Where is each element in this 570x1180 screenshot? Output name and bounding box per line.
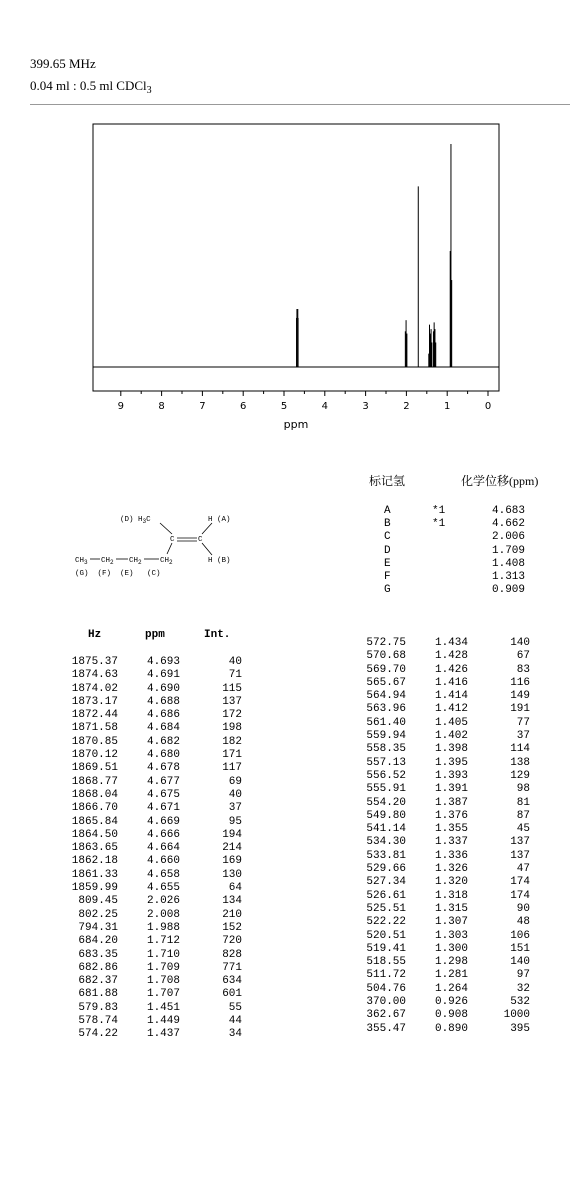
peak-int: 114 bbox=[510, 743, 530, 756]
x-tick-label: 0 bbox=[484, 401, 492, 412]
peak-ppm: 4.690 bbox=[146, 682, 180, 695]
peak-ppm: 4.693 bbox=[146, 656, 180, 668]
peak-row bbox=[70, 776, 242, 789]
peak-hz: 1875.37 bbox=[71, 656, 118, 668]
x-tick-label: 4 bbox=[321, 401, 328, 412]
peak-ppm: 2.008 bbox=[146, 908, 180, 921]
peak-ppm: 4.655 bbox=[146, 882, 180, 895]
peak-row bbox=[70, 736, 242, 749]
peak-int: 115 bbox=[222, 682, 242, 695]
assignment-label: A bbox=[384, 505, 391, 517]
peak-hz: 527.34 bbox=[366, 876, 406, 889]
peak-int: 169 bbox=[222, 855, 242, 868]
peak-hz: 549.80 bbox=[366, 809, 406, 822]
peak-ppm: 1.315 bbox=[434, 902, 468, 915]
assignment-label-header: 标记氢 bbox=[369, 474, 406, 488]
peak-ppm: 4.660 bbox=[146, 855, 180, 868]
peak-row bbox=[70, 882, 242, 895]
peak-int: 130 bbox=[222, 868, 242, 881]
peak-int: 174 bbox=[510, 889, 530, 902]
peak-hz: 574.22 bbox=[78, 1028, 118, 1041]
assignment-label: E bbox=[384, 557, 391, 570]
peak-header-hz: Hz bbox=[88, 629, 102, 641]
peak-ppm: 1.336 bbox=[434, 849, 468, 862]
peak-ppm: 1.320 bbox=[434, 876, 468, 889]
peak-row bbox=[362, 677, 530, 690]
assignment-row bbox=[0, 505, 570, 518]
peak-int: 129 bbox=[510, 769, 530, 782]
peak-hz: 1873.17 bbox=[71, 695, 118, 708]
peak-hz: 1870.12 bbox=[71, 749, 118, 762]
peak-int: 77 bbox=[516, 716, 530, 729]
peak-row bbox=[362, 810, 530, 823]
peak-int: 106 bbox=[510, 929, 530, 942]
assignment-row bbox=[0, 571, 570, 584]
peak-row bbox=[362, 783, 530, 796]
peak-ppm: 1.405 bbox=[434, 716, 468, 729]
assignment-label: F bbox=[384, 571, 391, 583]
peak-ppm: 1.337 bbox=[434, 836, 468, 849]
label-ch2-f: $CH_2$ bbox=[101, 557, 114, 566]
peak-row bbox=[362, 969, 530, 982]
peak-row bbox=[362, 664, 530, 677]
peak-ppm: 1.387 bbox=[434, 796, 468, 809]
peak-table-left bbox=[70, 656, 242, 1042]
peak-hz: 572.75 bbox=[366, 637, 406, 649]
peak-int: 117 bbox=[222, 762, 242, 775]
peak-ppm: 4.684 bbox=[146, 722, 180, 735]
peak-ppm: 4.671 bbox=[146, 802, 180, 815]
peak-ppm: 4.680 bbox=[146, 749, 180, 762]
peak-row bbox=[70, 909, 242, 922]
x-axis-label: ppm bbox=[283, 418, 309, 431]
x-tick-label: 5 bbox=[280, 401, 288, 412]
peak-row bbox=[362, 1009, 530, 1022]
peak-hz: 522.22 bbox=[366, 916, 406, 929]
peak-int: 140 bbox=[510, 956, 530, 969]
peak-ppm: 0.926 bbox=[434, 996, 468, 1009]
assignment-shift: 1.408 bbox=[492, 557, 526, 570]
peak-row bbox=[362, 1023, 530, 1036]
peak-hz: 556.52 bbox=[366, 769, 406, 782]
label-ch3-chain: $CH_3$ bbox=[75, 557, 88, 566]
peak-hz: 1863.65 bbox=[71, 842, 118, 855]
peak-int: 151 bbox=[510, 942, 530, 955]
peak-row bbox=[70, 922, 242, 935]
peak-row bbox=[362, 650, 530, 663]
peak-hz: 1868.04 bbox=[71, 788, 118, 801]
peak-row bbox=[70, 855, 242, 868]
peak-int: 134 bbox=[222, 895, 242, 908]
peak-row bbox=[70, 656, 242, 669]
nmr-spectrum-chart bbox=[0, 0, 570, 440]
assignment-shift: 2.006 bbox=[492, 531, 526, 544]
peak-hz: 1874.02 bbox=[71, 682, 118, 695]
peak-int: 116 bbox=[510, 676, 530, 689]
label-c-left: C bbox=[170, 536, 175, 544]
peak-ppm: 1.298 bbox=[434, 956, 468, 969]
peak-ppm: 1.437 bbox=[146, 1028, 180, 1041]
peak-int: 532 bbox=[510, 996, 530, 1009]
peak-ppm: 4.664 bbox=[146, 842, 180, 855]
peak-hz: 1865.84 bbox=[71, 815, 118, 828]
assignment-row bbox=[0, 584, 570, 597]
peak-row bbox=[70, 949, 242, 962]
peak-ppm: 1.303 bbox=[434, 929, 468, 942]
peak-hz: 362.67 bbox=[366, 1009, 406, 1022]
peak-row bbox=[362, 916, 530, 929]
peak-ppm: 1.393 bbox=[434, 769, 468, 782]
peak-int: 210 bbox=[222, 908, 242, 921]
peak-hz: 534.30 bbox=[366, 836, 406, 849]
peak-hz: 1868.77 bbox=[71, 775, 118, 788]
peak-ppm: 1.281 bbox=[434, 969, 468, 982]
peak-hz: 559.94 bbox=[366, 730, 406, 743]
peak-hz: 1869.51 bbox=[71, 762, 118, 775]
peak-int: 720 bbox=[222, 935, 242, 948]
peak-ppm: 1.391 bbox=[434, 783, 468, 796]
peak-header-ppm: ppm bbox=[145, 629, 165, 641]
peak-row bbox=[362, 876, 530, 889]
peak-hz: 370.00 bbox=[366, 996, 406, 1009]
peak-int: 37 bbox=[516, 730, 530, 743]
peak-hz: 520.51 bbox=[366, 929, 406, 942]
label-h-a: H (A) bbox=[208, 516, 231, 524]
peak-row bbox=[70, 1028, 242, 1041]
peak-row bbox=[362, 703, 530, 716]
peak-int: 67 bbox=[516, 650, 530, 663]
label-positions: (G) (F) (E) (C) bbox=[75, 570, 161, 578]
peak-ppm: 4.666 bbox=[146, 828, 180, 841]
label-c-right: C bbox=[198, 536, 203, 544]
peak-hz: 569.70 bbox=[366, 663, 406, 676]
peak-int: 40 bbox=[228, 788, 242, 801]
peak-int: 137 bbox=[222, 695, 242, 708]
peak-ppm: 1.355 bbox=[434, 823, 468, 836]
peak-row bbox=[70, 975, 242, 988]
peak-hz: 1872.44 bbox=[71, 709, 118, 722]
spectrometer-frequency: 399.65 MHz bbox=[30, 56, 96, 71]
peak-row bbox=[362, 983, 530, 996]
assignment-row bbox=[0, 518, 570, 531]
peak-int: 45 bbox=[516, 823, 530, 836]
peak-row bbox=[70, 789, 242, 802]
peak-int: 194 bbox=[222, 828, 242, 841]
assignment-shift-header: 化学位移(ppm) bbox=[461, 474, 539, 488]
peak-ppm: 0.890 bbox=[434, 1022, 468, 1035]
peak-row bbox=[70, 869, 242, 882]
peak-int: 152 bbox=[222, 921, 242, 934]
peak-ppm: 1.451 bbox=[146, 1001, 180, 1014]
peak-int: 198 bbox=[222, 722, 242, 735]
peak-row bbox=[70, 829, 242, 842]
peak-hz: 561.40 bbox=[366, 716, 406, 729]
assignment-label: D bbox=[384, 544, 391, 557]
peak-hz: 1859.99 bbox=[71, 882, 118, 895]
peak-ppm: 1.307 bbox=[434, 916, 468, 929]
peak-row bbox=[70, 802, 242, 815]
peak-ppm: 2.026 bbox=[146, 895, 180, 908]
x-tick-label: 1 bbox=[444, 401, 451, 412]
peak-row bbox=[70, 935, 242, 948]
assignment-note: *1 bbox=[432, 518, 446, 531]
peak-row bbox=[362, 956, 530, 969]
peak-ppm: 1.264 bbox=[434, 982, 468, 995]
spectrum-peaks bbox=[297, 144, 452, 367]
peak-int: 828 bbox=[222, 948, 242, 961]
peak-ppm: 1.376 bbox=[434, 809, 468, 822]
x-axis-ticks bbox=[118, 391, 492, 412]
peak-int: 81 bbox=[516, 796, 530, 809]
peak-int: 97 bbox=[516, 969, 530, 982]
peak-hz: 1874.63 bbox=[71, 669, 118, 682]
peak-hz: 579.83 bbox=[78, 1001, 118, 1014]
peak-hz: 1862.18 bbox=[71, 855, 118, 868]
peak-hz: 563.96 bbox=[366, 703, 406, 716]
peak-ppm: 1.426 bbox=[434, 663, 468, 676]
peak-row bbox=[362, 943, 530, 956]
assignment-shift: 4.662 bbox=[492, 518, 526, 531]
peak-row bbox=[70, 722, 242, 735]
label-ch2-e: $CH_2$ bbox=[129, 557, 142, 566]
peak-ppm: 0.908 bbox=[434, 1009, 468, 1022]
peak-row bbox=[70, 696, 242, 709]
peak-int: 138 bbox=[510, 756, 530, 769]
peak-int: 71 bbox=[228, 669, 242, 682]
peak-int: 137 bbox=[510, 836, 530, 849]
peak-int: 182 bbox=[222, 735, 242, 748]
assignment-label: B bbox=[384, 518, 391, 531]
peak-ppm: 1.434 bbox=[434, 637, 468, 649]
peak-ppm: 1.414 bbox=[434, 690, 468, 703]
peak-hz: 682.86 bbox=[78, 961, 118, 974]
peak-hz: 1861.33 bbox=[71, 868, 118, 881]
peak-ppm: 1.300 bbox=[434, 942, 468, 955]
peak-ppm: 1.402 bbox=[434, 730, 468, 743]
peak-hz: 802.25 bbox=[78, 908, 118, 921]
peak-hz: 1864.50 bbox=[71, 828, 118, 841]
peak-row bbox=[70, 749, 242, 762]
peak-ppm: 4.691 bbox=[146, 669, 180, 682]
peak-int: 40 bbox=[228, 656, 242, 668]
peak-hz: 565.67 bbox=[366, 676, 406, 689]
x-tick-label: 8 bbox=[158, 401, 165, 412]
peak-int: 64 bbox=[228, 882, 242, 895]
peak-row bbox=[70, 762, 242, 775]
peak-row bbox=[362, 770, 530, 783]
assignment-row bbox=[0, 558, 570, 571]
peak-hz: 1870.85 bbox=[71, 735, 118, 748]
peak-row bbox=[362, 996, 530, 1009]
assignment-shift: 0.909 bbox=[492, 584, 526, 597]
peak-ppm: 4.688 bbox=[146, 695, 180, 708]
peak-row bbox=[70, 842, 242, 855]
peak-row bbox=[362, 850, 530, 863]
peak-ppm: 1.416 bbox=[434, 676, 468, 689]
peak-int: 83 bbox=[516, 663, 530, 676]
peak-ppm: 4.675 bbox=[146, 788, 180, 801]
peak-ppm: 4.678 bbox=[146, 762, 180, 775]
peak-row bbox=[70, 669, 242, 682]
peak-ppm: 1.712 bbox=[146, 935, 180, 948]
peak-header-int: Int. bbox=[204, 629, 231, 641]
peak-row bbox=[362, 823, 530, 836]
assignment-shift: 1.709 bbox=[492, 544, 526, 557]
x-tick-label: 9 bbox=[117, 401, 124, 412]
peak-row bbox=[362, 863, 530, 876]
peak-ppm: 1.988 bbox=[146, 921, 180, 934]
peak-int: 32 bbox=[516, 982, 530, 995]
peak-int: 98 bbox=[516, 783, 530, 796]
peak-ppm: 4.669 bbox=[146, 815, 180, 828]
plot-frame bbox=[93, 124, 499, 391]
x-tick-label: 2 bbox=[403, 401, 410, 412]
peak-hz: 1866.70 bbox=[71, 802, 118, 815]
peak-hz: 557.13 bbox=[366, 756, 406, 769]
solvent-text: 0.04 ml : 0.5 ml CDCl bbox=[30, 78, 147, 93]
peak-hz: 555.91 bbox=[366, 783, 406, 796]
peak-hz: 541.14 bbox=[366, 823, 406, 836]
peak-row bbox=[70, 1015, 242, 1028]
peak-ppm: 4.658 bbox=[146, 868, 180, 881]
peak-ppm: 1.326 bbox=[434, 863, 468, 876]
peak-row bbox=[70, 895, 242, 908]
peak-row bbox=[70, 816, 242, 829]
assignment-shift: 4.683 bbox=[492, 505, 526, 517]
peak-row bbox=[362, 930, 530, 943]
peak-row bbox=[362, 797, 530, 810]
peak-hz: 355.47 bbox=[366, 1022, 406, 1035]
peak-ppm: 1.449 bbox=[146, 1015, 180, 1028]
x-tick-label: 6 bbox=[240, 401, 247, 412]
peak-int: 90 bbox=[516, 902, 530, 915]
peak-hz: 681.88 bbox=[78, 988, 118, 1001]
peak-row bbox=[70, 709, 242, 722]
peak-int: 634 bbox=[222, 975, 242, 988]
peak-row bbox=[362, 757, 530, 770]
peak-hz: 525.51 bbox=[366, 902, 406, 915]
assignment-note: *1 bbox=[432, 505, 446, 517]
assignment-label: C bbox=[384, 531, 391, 544]
peak-hz: 519.41 bbox=[366, 942, 406, 955]
assignment-shift: 1.313 bbox=[492, 571, 526, 583]
peak-ppm: 1.412 bbox=[434, 703, 468, 716]
peak-ppm: 1.708 bbox=[146, 975, 180, 988]
peak-int: 601 bbox=[222, 988, 242, 1001]
peak-hz: 504.76 bbox=[366, 982, 406, 995]
solvent-subscript: 3 bbox=[146, 85, 152, 96]
peak-ppm: 1.398 bbox=[434, 743, 468, 756]
peak-int: 395 bbox=[510, 1022, 530, 1035]
peak-int: 47 bbox=[516, 863, 530, 876]
peak-int: 95 bbox=[228, 815, 242, 828]
peak-int: 55 bbox=[228, 1001, 242, 1014]
peak-int: 48 bbox=[516, 916, 530, 929]
label-d-h3c: (D) $H_3C$ bbox=[120, 516, 151, 525]
peak-row bbox=[70, 962, 242, 975]
peak-hz: 682.37 bbox=[78, 975, 118, 988]
peak-ppm: 4.682 bbox=[146, 735, 180, 748]
peak-ppm: 1.318 bbox=[434, 889, 468, 902]
peak-row bbox=[70, 988, 242, 1001]
peak-int: 44 bbox=[228, 1015, 242, 1028]
peak-hz: 526.61 bbox=[366, 889, 406, 902]
peak-hz: 554.20 bbox=[366, 796, 406, 809]
peak-int: 1000 bbox=[503, 1009, 530, 1022]
peak-ppm: 4.677 bbox=[146, 775, 180, 788]
peak-row bbox=[362, 903, 530, 916]
peak-hz: 558.35 bbox=[366, 743, 406, 756]
peak-ppm: 4.686 bbox=[146, 709, 180, 722]
peak-ppm: 1.395 bbox=[434, 756, 468, 769]
peak-hz: 1871.58 bbox=[71, 722, 118, 735]
peak-hz: 533.81 bbox=[366, 849, 406, 862]
peak-row bbox=[362, 637, 530, 650]
peak-ppm: 1.428 bbox=[434, 650, 468, 663]
x-tick-label: 7 bbox=[199, 401, 206, 412]
peak-int: 37 bbox=[228, 802, 242, 815]
peak-row bbox=[362, 890, 530, 903]
assignment-label: G bbox=[384, 584, 391, 597]
peak-hz: 518.55 bbox=[366, 956, 406, 969]
peak-hz: 564.94 bbox=[366, 690, 406, 703]
peak-ppm: 1.707 bbox=[146, 988, 180, 1001]
peak-hz: 809.45 bbox=[78, 895, 118, 908]
peak-hz: 684.20 bbox=[78, 935, 118, 948]
peak-int: 87 bbox=[516, 809, 530, 822]
peak-hz: 794.31 bbox=[78, 921, 118, 934]
peak-ppm: 1.710 bbox=[146, 948, 180, 961]
peak-int: 140 bbox=[510, 637, 530, 649]
peak-int: 171 bbox=[222, 749, 242, 762]
peak-table-right bbox=[362, 637, 530, 1036]
peak-hz: 683.35 bbox=[78, 948, 118, 961]
peak-row bbox=[70, 1002, 242, 1015]
peak-hz: 529.66 bbox=[366, 863, 406, 876]
peak-int: 191 bbox=[510, 703, 530, 716]
peak-int: 149 bbox=[510, 690, 530, 703]
assignment-row bbox=[0, 545, 570, 558]
x-tick-label: 3 bbox=[362, 401, 369, 412]
peak-int: 34 bbox=[228, 1028, 242, 1041]
peak-hz: 511.72 bbox=[366, 969, 406, 982]
peak-ppm: 1.709 bbox=[146, 961, 180, 974]
label-ch2-c: $CH_2$ bbox=[160, 557, 173, 566]
peak-int: 172 bbox=[222, 709, 242, 722]
peak-row bbox=[362, 717, 530, 730]
peak-int: 214 bbox=[222, 842, 242, 855]
peak-row bbox=[362, 730, 530, 743]
peak-row bbox=[362, 743, 530, 756]
peak-row bbox=[362, 690, 530, 703]
peak-hz: 570.68 bbox=[366, 650, 406, 663]
peak-row bbox=[70, 683, 242, 696]
peak-int: 69 bbox=[228, 775, 242, 788]
peak-int: 174 bbox=[510, 876, 530, 889]
peak-row bbox=[362, 836, 530, 849]
label-h-b: H (B) bbox=[208, 557, 231, 565]
peak-hz: 578.74 bbox=[78, 1015, 118, 1028]
peak-int: 137 bbox=[510, 849, 530, 862]
assignment-row bbox=[0, 531, 570, 544]
peak-int: 771 bbox=[222, 961, 242, 974]
